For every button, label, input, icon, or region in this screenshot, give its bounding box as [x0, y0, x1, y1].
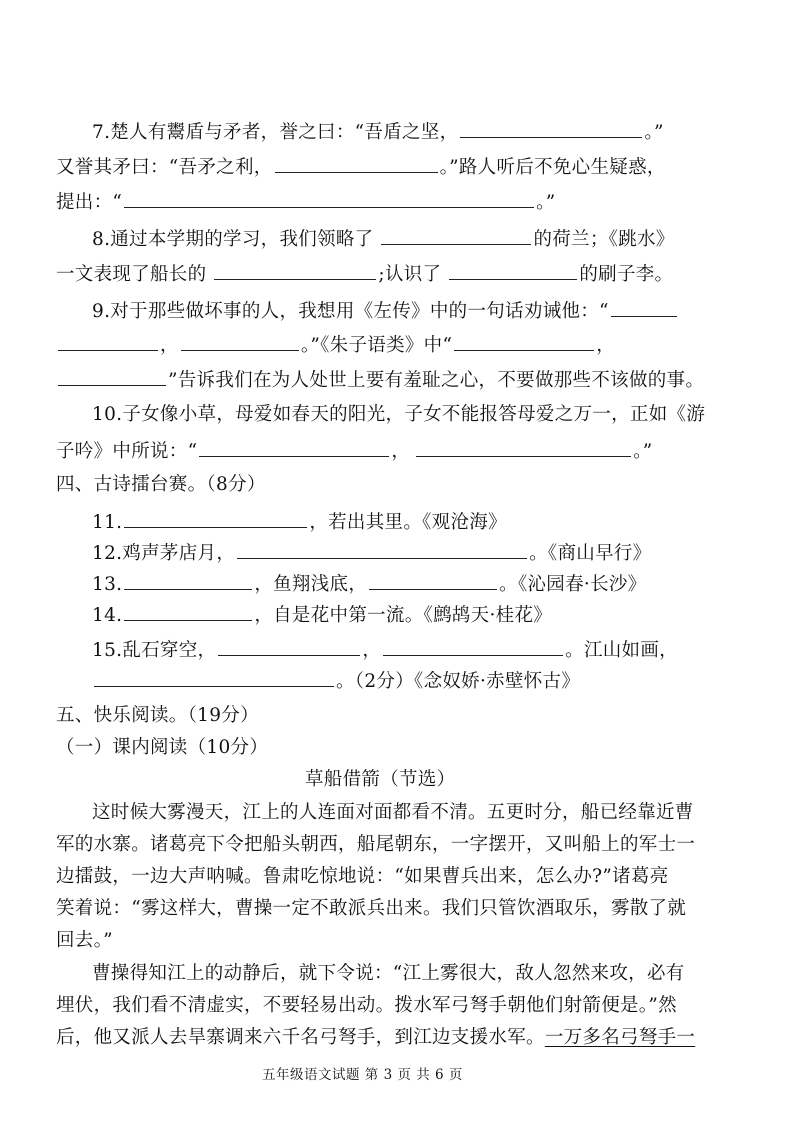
q10-line-2: [56, 437, 652, 464]
answer-blank[interactable]: [611, 297, 677, 317]
page-footer: [262, 1063, 463, 1087]
q11-text: ，若出其里。《观沧海》: [309, 512, 507, 533]
q9-line-1: [92, 297, 679, 324]
answer-blank[interactable]: [124, 508, 307, 528]
q12-text: 12.鸡声茅店月，: [92, 543, 236, 564]
answer-blank[interactable]: [199, 437, 389, 457]
answer-blank[interactable]: [383, 636, 563, 656]
q9-text: ”告诉我们在为人处世上要有羞耻之心，不要做那些不该做的事。: [168, 370, 705, 391]
q13-text: 。《沁园春·长沙》: [499, 574, 647, 595]
q9-text: ，: [160, 335, 179, 356]
answer-blank[interactable]: [58, 366, 166, 386]
passage-line: [56, 897, 686, 921]
passage-line: [56, 1026, 695, 1050]
q15-line-1: [92, 636, 678, 663]
passage-text: 曹操得知江上的动静后，就下令说：“江上雾很大，敌人忽然来攻，必有: [92, 963, 685, 984]
answer-blank[interactable]: [214, 260, 376, 280]
passage-text: 边擂鼓，一边大声呐喊。鲁肃吃惊地说：“如果曹兵出来，怎么办?”诸葛亮: [56, 866, 669, 887]
q13-text: ，鱼翔浅底，: [254, 574, 368, 595]
q7-text: 。”路人听后不免心生疑惑，: [439, 157, 666, 178]
q7-text: 提出：“: [56, 192, 123, 213]
section-4-heading: [56, 473, 266, 497]
q10-text: 10.子女像小草，母爱如春天的阳光，子女不能报答母爱之万一，正如《游: [92, 404, 706, 425]
q12-text: 。《商山早行》: [529, 543, 652, 564]
section-5-heading: [56, 704, 259, 728]
q14-text: ，自是花中第一流。《鹧鸪天·桂花》: [254, 605, 553, 626]
q7-text: 7.楚人有鬻盾与矛者，誉之曰：“吾盾之坚，: [92, 122, 459, 143]
passage-text: 埋伏，我们看不清虚实，不要轻易出动。拨水军弓弩手朝他们射箭便是。”然: [56, 995, 677, 1016]
answer-blank[interactable]: [460, 118, 642, 138]
q11: [92, 508, 507, 535]
underlined-sentence: 一万多名弓弩手一: [544, 1027, 696, 1048]
passage-text: 军的水寨。诸葛亮下令把船头朝西，船尾朝东，一字摆开，又叫船上的军士一: [56, 834, 696, 855]
passage-title: [305, 768, 455, 792]
answer-blank[interactable]: [275, 153, 438, 173]
passage-text: 回去。”: [56, 930, 113, 951]
q8-line-2: [56, 260, 673, 287]
q9-text: 。”《朱子语类》中“: [300, 335, 453, 356]
q10-text: 。”: [633, 441, 653, 462]
q7-line-1: [92, 118, 664, 145]
q8-text: 一文表现了船长的: [56, 264, 207, 285]
q9-line-2: [56, 331, 615, 358]
answer-blank[interactable]: [94, 667, 334, 687]
passage-line: [92, 962, 685, 986]
answer-blank[interactable]: [381, 225, 531, 245]
q15-text: 15.乱石穿空，: [92, 640, 217, 661]
answer-blank[interactable]: [454, 331, 594, 351]
q13-text: 13.: [92, 574, 123, 595]
q7-line-3: [56, 188, 555, 215]
q7-text: 。”: [644, 122, 664, 143]
footer-text: 五年级语文试题 第 3 页 共 6 页: [262, 1067, 463, 1083]
answer-blank[interactable]: [181, 331, 299, 351]
answer-blank[interactable]: [449, 260, 577, 280]
q10-text: 子吟》中所说：“: [56, 441, 198, 462]
answer-blank[interactable]: [369, 570, 497, 590]
q12: [92, 539, 651, 566]
q9-text: ，: [596, 335, 616, 356]
passage-line: [56, 994, 677, 1018]
q14: [92, 601, 552, 628]
q8-text: 的荷兰；《跳水》: [533, 229, 675, 250]
q15-text: 。江山如画，: [565, 640, 678, 661]
answer-blank[interactable]: [124, 188, 534, 208]
q7-line-2: [56, 153, 666, 180]
q11-text: 11.: [92, 512, 123, 533]
q7-text: 又誉其矛曰：“吾矛之利，: [56, 157, 273, 178]
q10-text: ，: [391, 441, 411, 462]
subsection-title: （一）课内阅读（10分）: [56, 737, 269, 758]
answer-blank[interactable]: [237, 539, 527, 559]
answer-blank[interactable]: [416, 437, 631, 457]
q7-text: 。”: [536, 192, 556, 213]
q15-text: 。（2分）《念奴娇·赤壁怀古》: [336, 671, 581, 692]
passage-line: [56, 833, 695, 857]
answer-blank[interactable]: [124, 570, 252, 590]
passage-title-text: 草船借箭（节选）: [305, 769, 456, 790]
q15-text: ，: [362, 640, 382, 661]
q13: [92, 570, 646, 597]
passage-text: 笑着说：“雾这样大，曹操一定不敢派兵出来。我们只管饮酒取乐，雾散了就: [56, 898, 687, 919]
section-title: 四、古诗擂台赛。（8分）: [56, 474, 266, 495]
passage-line: [92, 801, 694, 825]
q8-text: 的刷子李。: [579, 264, 674, 285]
q9-line-3: [56, 366, 704, 393]
q8-text: ;认识了: [378, 264, 442, 285]
section-5-subheading: [56, 736, 268, 760]
passage-text: 后，他又派人去旱寨调来六千名弓弩手，到江边支援水军。: [56, 1027, 545, 1048]
answer-blank[interactable]: [124, 601, 252, 621]
passage-line: [56, 865, 669, 889]
section-title: 五、快乐阅读。（19分）: [56, 705, 259, 726]
q9-text: 9.对于那些做坏事的人，我想用《左传》中的一句话劝诫他：“: [92, 301, 609, 322]
q14-text: 14.: [92, 605, 123, 626]
q10-line-1: [92, 403, 705, 427]
passage-line: [56, 929, 113, 953]
answer-blank[interactable]: [218, 636, 360, 656]
answer-blank[interactable]: [58, 331, 158, 351]
q8-text: 8.通过本学期的学习，我们领略了: [92, 229, 374, 250]
passage-text: 这时候大雾漫天，江上的人连面对面都看不清。五更时分，船已经靠近曹: [92, 802, 694, 823]
q15-line-2: [92, 667, 580, 694]
q8-line-1: [92, 225, 675, 252]
